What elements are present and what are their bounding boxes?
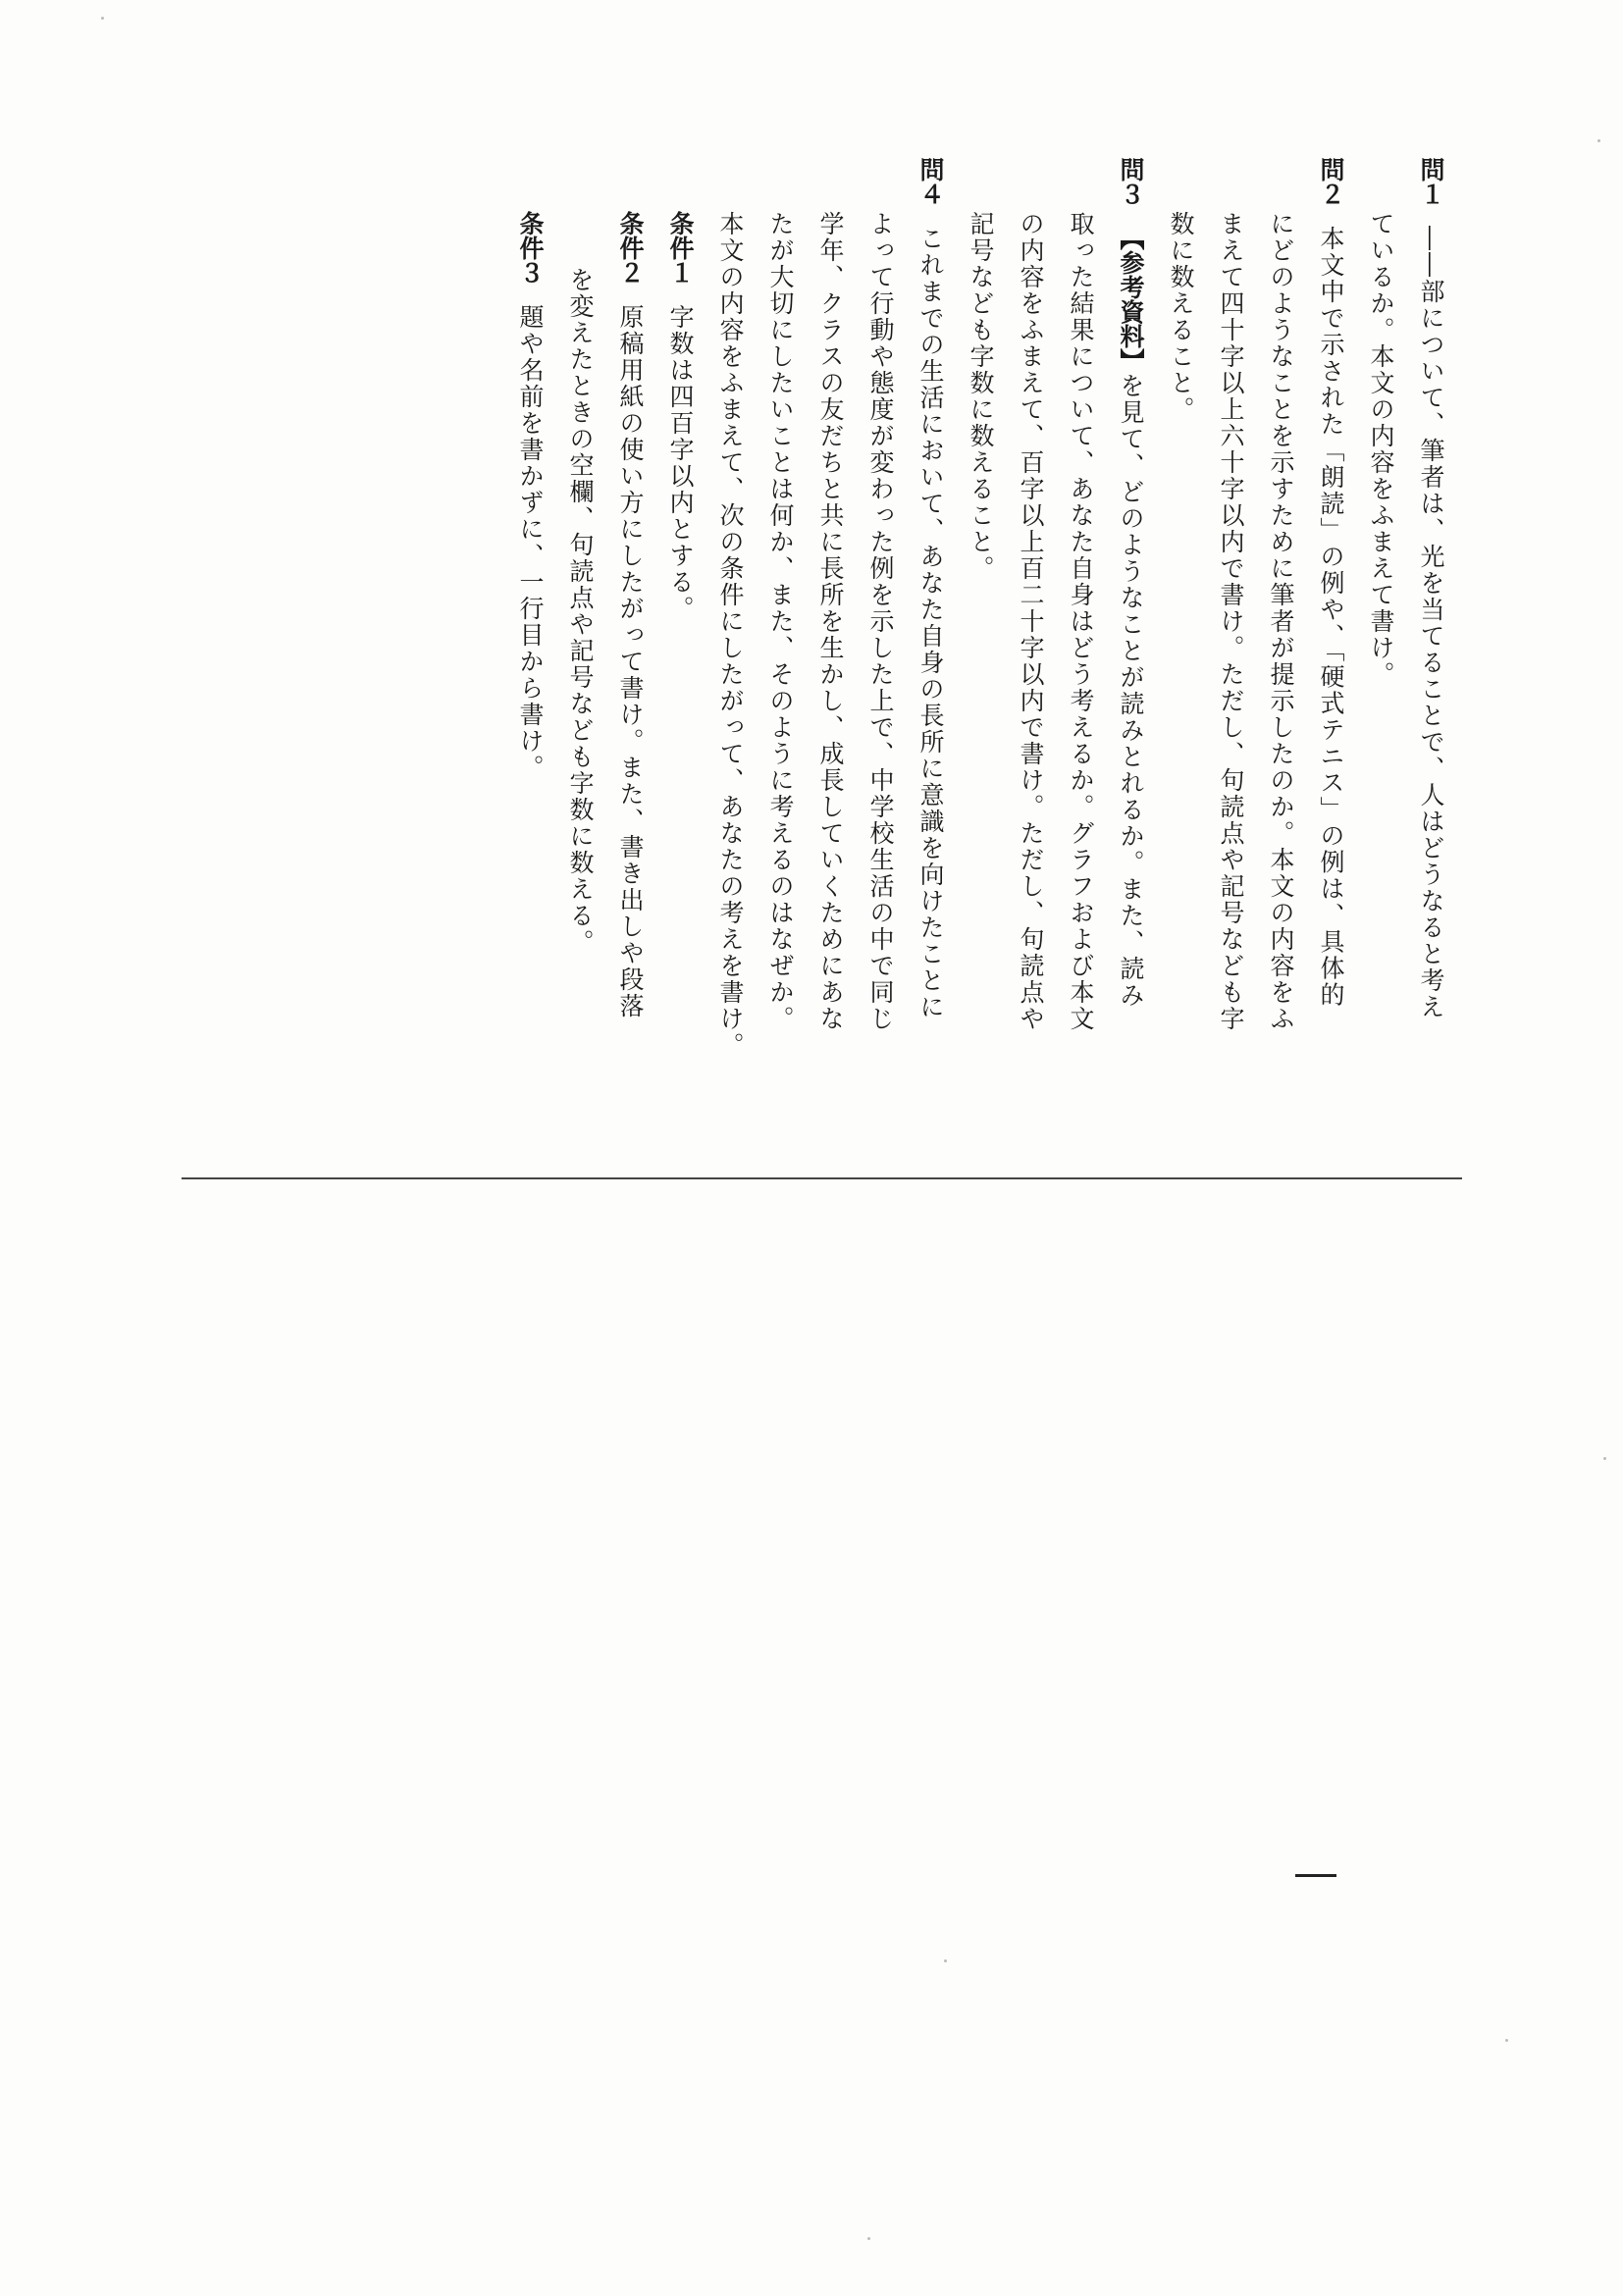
- q2-line-2: にどのようなことを示すために筆者が提示したのか。本文の内容をふ: [1267, 211, 1295, 1032]
- q4-line-2: よって行動や態度が変わった例を示した上で、中学校生活の中で同じ: [866, 211, 895, 1032]
- section-divider: [182, 1177, 1462, 1179]
- condition-1-label: 条件１: [666, 211, 695, 285]
- q1-line-2: ているか。本文の内容をふまえて書け。: [1367, 211, 1395, 688]
- q3-text-1: を見て、どのようなことが読みとれるか。また、読み: [1117, 373, 1145, 1009]
- scan-speck: [1505, 2039, 1508, 2042]
- q4-text-1: これまでの生活において、あなた自身の長所に意識を向けたことに: [916, 226, 945, 1020]
- condition-3-label: 条件３: [516, 211, 545, 285]
- condition-3: [505, 157, 555, 1138]
- q3-line-4: 記号なども字数に数えること。: [967, 211, 995, 582]
- q3-label: 問３: [1117, 157, 1145, 206]
- condition-2-continued: を変えたときの空欄、句読点や記号なども字数に数える。: [566, 267, 595, 956]
- q4-line-3: 学年、クラスの友だちと共に長所を生かし、成長していくためにあな: [816, 211, 845, 1032]
- condition-3-text: 題や名前を書かずに、一行目から書け。: [516, 304, 545, 781]
- scan-speck: [1603, 1457, 1606, 1460]
- q2-label: 問２: [1317, 157, 1345, 206]
- q2-line-3: まえて四十字以上六十字以内で書け。ただし、句読点や記号なども字: [1217, 211, 1245, 1032]
- q4-line-5: 本文の内容をふまえて、次の条件にしたがって、あなたの考えを書け。: [716, 211, 745, 1059]
- q1-label: 問１: [1417, 157, 1445, 206]
- q1-line-1: [1406, 157, 1456, 1138]
- condition-2: [605, 157, 655, 1138]
- condition-1: [655, 157, 706, 1138]
- condition-2-text: 原稿用紙の使い方にしたがって書け。また、書き出しや段落: [616, 304, 645, 1019]
- q2-line-4: 数に数えること。: [1167, 211, 1195, 423]
- q4-line-4: たが大切にしたいことは何か、また、そのように考えるのはなぜか。: [766, 211, 795, 1032]
- page-number-mark: [1295, 1874, 1336, 1877]
- condition-1-text: 字数は四百字以内とする。: [666, 304, 695, 622]
- q3-line-1: [1106, 157, 1156, 1138]
- q3-line-2: 取った結果について、あなた自身はどう考えるか。グラフおよび本文: [1067, 211, 1095, 1032]
- scan-speck: [101, 17, 104, 20]
- q1-text-1: ――部について、筆者は、光を当てることで、人はどうなると考え: [1417, 226, 1445, 1020]
- q3-line-3: の内容をふまえて、百字以上百二十字以内で書け。ただし、句読点や: [1017, 211, 1045, 1032]
- q3-reference-label: 【参考資料】: [1117, 226, 1145, 373]
- question-text-block: [505, 157, 1456, 1138]
- scan-speck: [1597, 139, 1600, 142]
- condition-2-label: 条件２: [616, 211, 645, 285]
- scan-speck: [944, 1959, 947, 1962]
- q2-text-1: 本文中で示された「朗読」の例や、「硬式テニス」の例は、具体的: [1317, 226, 1345, 1009]
- scan-speck: [867, 2237, 870, 2240]
- q2-line-1: [1306, 157, 1356, 1138]
- page-number-text: [1293, 1854, 1294, 1855]
- q4-label: 問４: [916, 157, 945, 206]
- q4-line-1: [906, 157, 956, 1138]
